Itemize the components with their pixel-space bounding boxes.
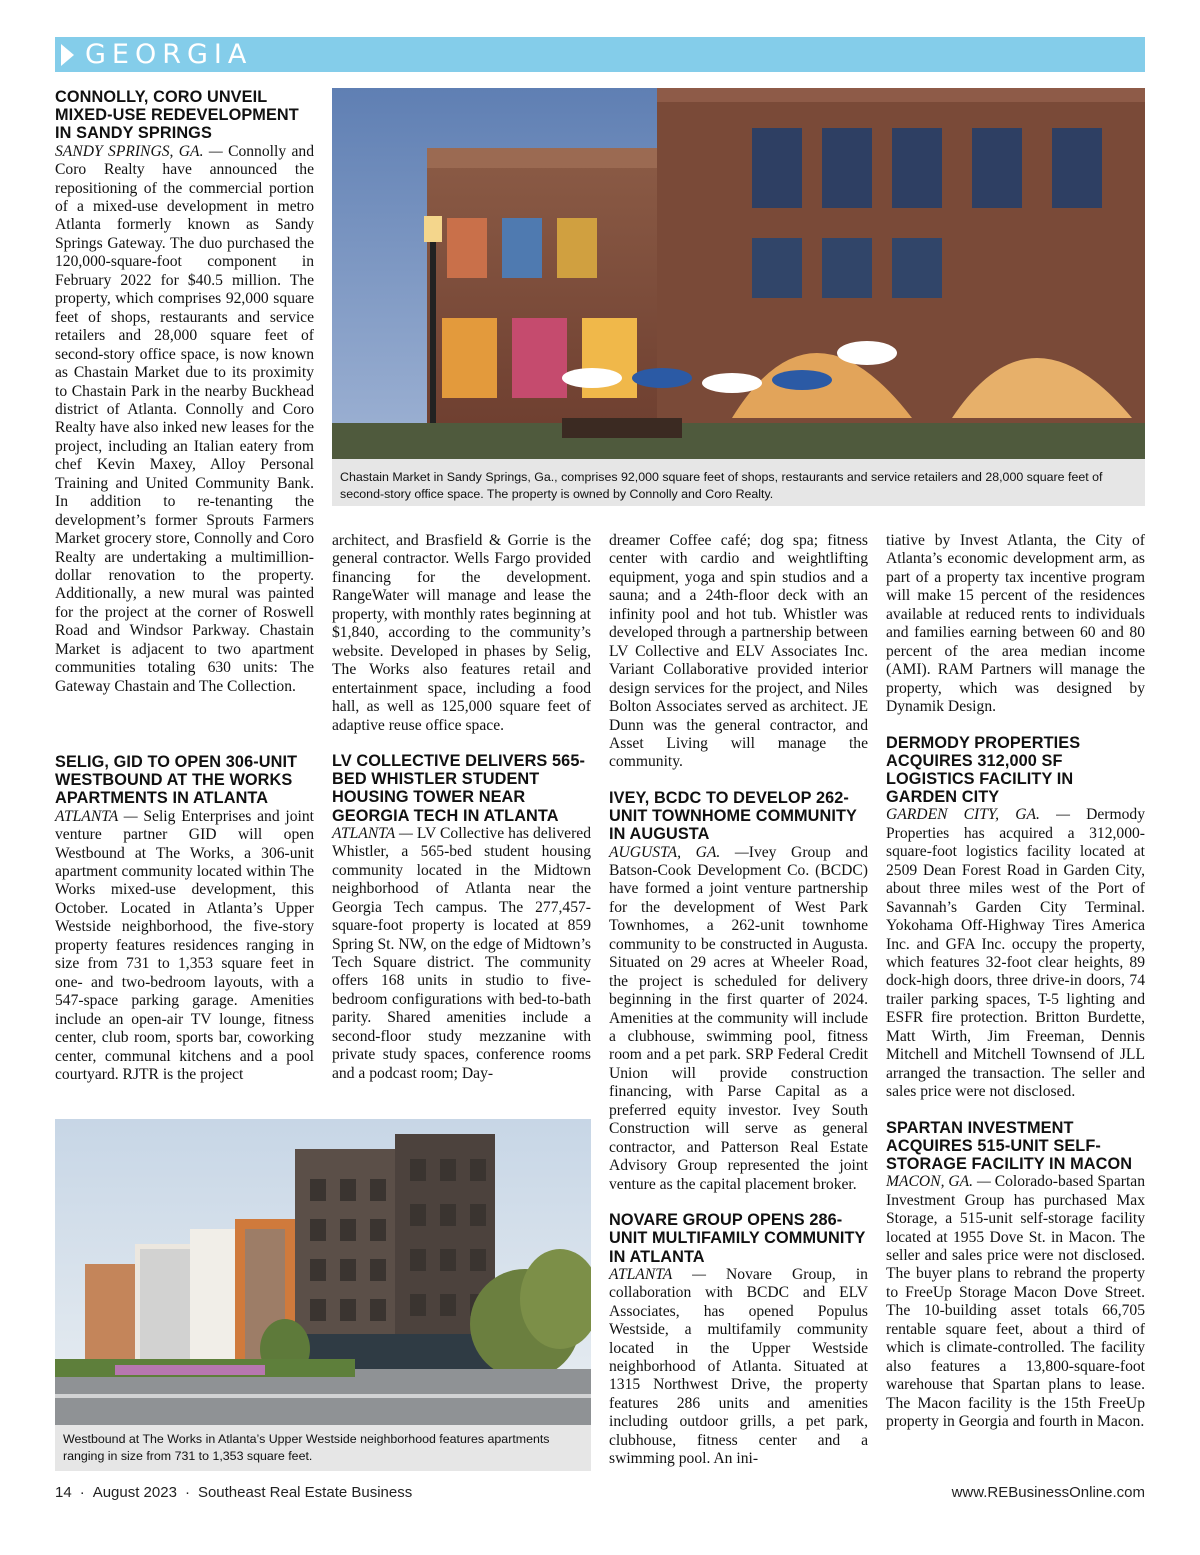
westbound-image: [55, 1119, 591, 1425]
body-text: Novare Group, in collaboration with BCDC and ELV Associates, has opened Populus Westside, a multifamily community located in the Upper Westside neighborhood of Atlanta. Situated at 1315 Northwest Drive, the property features 286 units and amenities including outdoor grills, a pet park, clubhouse, fitness center and a swimming pool. An ini-: [609, 1265, 868, 1468]
article-headline: CONNOLLY, CORO UNVEIL MIXED-USE REDEVELOPMENT IN SANDY SPRINGS: [55, 88, 299, 143]
body-text: Dermody Properties has acquired a 312,000-square-foot logistics facility located at 2509 Dean Forest Road in Garden City, about three miles west of the Port of Savannah’s Garden City Terminal. Yokohama Off-Highway Tires America Inc. and GFA Inc. occupy the property, which features 32-foot clear heights, 89 dock-high doors, three drive-in doors, 74 trailer parking spaces, T-5 lighting and ESFR fire protection. Britton Burdette, Matt Wirth, Jim Freeman, Dennis Mitchell and Mitchell Townsend of JLL arranged the transaction. The seller and sales price were not disclosed.: [886, 806, 1145, 1101]
page-number: 14: [55, 1484, 72, 1501]
dateline: MACON, GA. —: [886, 1173, 991, 1191]
body-text: Colorado-based Spartan Investment Group has purchased Max Storage, a 515-unit self-storage facility located at 1955 Dove St. in Macon. The seller and sales price were not disclosed. The buyer plans to rebrand the property to FreeUp Storage Macon Dove Street. The 10-building asset totals 66,705 rentable square feet, about a third of which is climate-controlled. The facility also features a 13,800-square-foot warehouse that Spartan plans to lease. The Macon facility is the 15th FreeUp property in Georgia and fourth in Macon.: [886, 1173, 1145, 1431]
article-headline: LV COLLECTIVE DELIVERS 565-BED WHISTLER STUDENT HOUSING TOWER NEAR GEORGIA TECH IN ATLANTA: [332, 751, 585, 825]
article-body: [332, 825, 591, 1083]
website-link[interactable]: www.REBusinessOnline.com: [951, 1484, 1145, 1501]
photo-caption-westbound: Westbound at The Works in Atlanta’s Upper Westside neighborhood features apartments ranging in size from 731 to 1,353 square feet.: [63, 1432, 550, 1463]
dateline: AUGUSTA, GA. —: [609, 843, 749, 861]
dateline: SANDY SPRINGS, GA. —: [55, 142, 223, 160]
section-banner: [55, 37, 1145, 72]
dateline: ATLANTA —: [609, 1265, 706, 1283]
photo-chastain-market: [332, 88, 1145, 506]
body-text: Ivey Group and Batson-Cook Development Co. (BCDC) have formed a joint venture partnership for the development of West Park Townhomes, a 262-unit townhome community to be constructed in Augusta. Situated on 29 acres at Wheeler Road, the project is scheduled for delivery beginning in the first quarter of 2024. Amenities at the community will include a clubhouse, swimming pool, fitness room and a pet park. SRP Federal Credit Union will provide construction financing, with Parse Capital as a preferred equity investor. Ivey South Construction will serve as general contractor, and Patterson Real Estate Advisory Group represented the joint venture as the capital placement broker.: [609, 843, 868, 1193]
column-3: [609, 532, 868, 1469]
article-headline: DERMODY PROPERTIES ACQUIRES 312,000 SF LOGISTICS FACILITY IN GARDEN CITY: [886, 733, 1081, 807]
body-text: Selig Enterprises and joint venture partner GID will open Westbound at The Works, a 306-unit apartment community located within The Works mixed-use development, this October. Located in Atlanta’s Upper Westside neighborhood, the five-story property features residences ranging in size from 731 to 1,353 square feet in one- and two-bedroom layouts, with a 547-space parking garage. Amenities include an open-air TV lounge, fitness center, club room, sports bar, coworking center, communal kitchens and a pool courtyard. RJTR is the project: [55, 807, 314, 1083]
article-body: [886, 806, 1145, 1101]
issue-date: August 2023: [92, 1484, 177, 1501]
section-title: GEORGIA: [85, 39, 253, 70]
dateline: ATLANTA —: [55, 807, 138, 825]
column-2: [332, 532, 591, 1083]
article-headline: SELIG, GID TO OPEN 306-UNIT WESTBOUND AT THE WORKS APARTMENTS IN ATLANTA: [55, 753, 298, 808]
article-body: [609, 1266, 868, 1469]
column-4: [886, 532, 1145, 1432]
article-body-continued: dreamer Coffee café; dog spa; fitness center with cardio and weightlifting equipment, yoga and spin studios and a sauna; and a 24th-floor deck with an infinity pool and hot tub. Whistler was developed through a partnership between LV Collective and ELV Associates Inc. Variant Collaborative provided interior design services for the project, and Niles Bolton Associates served as architect. JE Dunn was the general contractor, and Asset Living will manage the community.: [609, 532, 868, 771]
chastain-market-image: [332, 88, 1145, 459]
dateline: ATLANTA —: [332, 824, 413, 842]
article-body: [886, 1173, 1145, 1431]
photo-caption-chastain: Chastain Market in Sandy Springs, Ga., comprises 92,000 square feet of shops, restaurants and service retailers and 28,000 square feet of second-story office space. The property is owned by Connolly and Coro Realty.: [340, 470, 1103, 501]
article-body: [609, 844, 868, 1195]
separator-dot: ·: [184, 1484, 190, 1501]
article-headline: NOVARE GROUP OPENS 286-UNIT MULTIFAMILY COMMUNITY IN ATLANTA: [609, 1211, 866, 1266]
body-text: Connolly and Coro Realty have announced the repositioning of the commercial portion of a mixed-use development in metro Atlanta formerly known as Sandy Springs Gateway. The duo purchased the 120,000-square-foot component in February 2022 for $40.5 million. The property, which comprises 92,000 square feet of shops, restaurants and service retailers and 28,000 square feet of second-story office space, is now known as Chastain Market due to its proximity to Chastain Park in the nearby Buckhead district of Atlanta. Connolly and Coro Realty have also inked new leases for the project, including an Italian eatery from chef Kevin Maxey, Alloy Personal Training and United Community Bank. In addition to re-tenanting the development’s former Sprouts Farmers Market grocery store, Connolly and Coro Realty are undertaking a multimillion-dollar renovation to the property. Additionally, a new mural was painted for the project at the corner of Roswell Road and Windsor Parkway. Chastain Market is adjacent to two apartment communities totaling 630 units: The Gateway Chastain and The Collection.: [55, 142, 314, 695]
body-text: LV Collective has delivered Whistler, a 565-bed student housing community located in the Midtown neighborhood of Atlanta near the Georgia Tech campus. The 277,457-square-foot property is located at 859 Spring St. NW, on the edge of Midtown’s Tech Square district. The community offers 168 units in studio to five-bedroom configurations with bed-to-bath parity. Shared amenities include a second-floor study mezzanine with private study spaces, conference rooms and a podcast room; Day-: [332, 824, 591, 1082]
article-body-continued: architect, and Brasfield & Gorrie is the general contractor. Wells Fargo provided financing for the development. RangeWater will manage and lease the property, with monthly rates beginning at $1,840, according to the community’s website. Developed in phases by Selig, The Works also features retail and entertainment space, including a food hall, as well as 125,000 square feet of adaptive reuse office space.: [332, 532, 591, 734]
dateline: GARDEN CITY, GA. —: [886, 806, 1070, 824]
article-body: [55, 808, 314, 1085]
article-headline: SPARTAN INVESTMENT ACQUIRES 515-UNIT SELF-STORAGE FACILITY IN MACON: [886, 1118, 1133, 1173]
column-1-lower: [55, 753, 314, 1084]
article-body-continued: tiative by Invest Atlanta, the City of Atlanta’s economic development arm, as part of a property tax incentive program will make 15 percent of the residences available at reduced rents to individuals and families earning between 60 and 80 percent of the area median income (AMI). RAM Partners will manage the property, which was designed by Dynamik Design.: [886, 532, 1145, 716]
publication-name: Southeast Real Estate Business: [197, 1484, 413, 1501]
photo-westbound: [55, 1119, 591, 1471]
play-arrow-icon: [61, 44, 74, 66]
column-1: [55, 88, 314, 696]
separator-dot: ·: [79, 1484, 85, 1501]
article-body: [55, 143, 314, 697]
article-headline: IVEY, BCDC TO DEVELOP 262-UNIT TOWNHOME COMMUNITY IN AUGUSTA: [609, 788, 857, 844]
footer-left: [55, 1484, 412, 1501]
